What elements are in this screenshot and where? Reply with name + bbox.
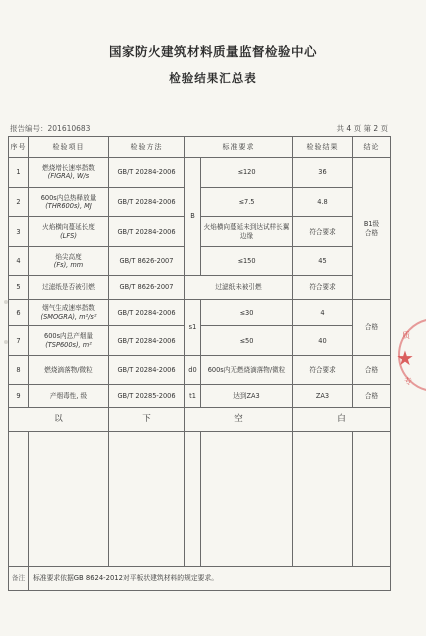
row-item: 焰尖高度 (Fs), mm — [29, 247, 109, 276]
row-method: GB/T 8626-2007 — [109, 247, 185, 276]
row-requirement: 火焰横向蔓延未到达试样长翼边缘 — [201, 217, 293, 247]
row-result: 40 — [293, 326, 353, 356]
empty-row — [9, 432, 391, 566]
row-method: GB/T 20284-2006 — [109, 158, 185, 188]
row-no: 7 — [9, 326, 29, 356]
grade-s1: s1 — [185, 299, 201, 355]
row-method: GB/T 20284-2006 — [109, 299, 185, 325]
report-number: 报告编号：201610683 — [10, 124, 91, 133]
note-row — [9, 566, 391, 590]
document-title: 国家防火建筑材料质量监督检验中心 — [108, 44, 317, 59]
seal-star-icon: ★ — [396, 346, 414, 370]
row-method: GB/T 20285-2006 — [109, 384, 185, 407]
row-no: 5 — [9, 275, 29, 299]
conclusion-d0: 合格 — [353, 356, 391, 385]
row-method: GB/T 20284-2006 — [109, 356, 185, 385]
col-header-conclusion: 结论 — [353, 137, 391, 158]
col-header-result: 检验结果 — [293, 137, 353, 158]
row-result: ZA3 — [293, 384, 353, 407]
row-item: 烟气生成速率指数 (SMOGRA), m²/s² — [29, 299, 109, 325]
page-info: 共 4 页 第 2 页 — [336, 124, 388, 133]
table-row — [9, 384, 391, 407]
table-header-row — [9, 137, 391, 158]
table-row — [9, 299, 391, 325]
row-requirement: 600s内无燃烧滴落物/微粒 — [201, 356, 293, 385]
row-result: 45 — [293, 247, 353, 276]
grade-b: B — [185, 158, 201, 275]
row-result: 符合要求 — [293, 356, 353, 385]
row-result: 36 — [293, 158, 353, 188]
row-requirement: ≤120 — [201, 158, 293, 188]
table-row — [9, 356, 391, 385]
row-result: 4 — [293, 299, 353, 325]
row-requirement: ≤150 — [201, 247, 293, 276]
blank-marker: 白 — [293, 407, 391, 431]
row-item: 600s内总热释放量 (THR600s), MJ — [29, 187, 109, 217]
conclusion-s1: 合格 — [353, 299, 391, 355]
grade-t1: t1 — [185, 384, 201, 407]
row-item: 产烟毒性, 级 — [29, 384, 109, 407]
row-result: 符合要求 — [293, 217, 353, 247]
table-row — [9, 158, 391, 188]
seal-text: 专 — [404, 377, 412, 386]
col-header-requirement: 标准要求 — [185, 137, 293, 158]
row-no: 8 — [9, 356, 29, 385]
row-requirement: 过滤纸未被引燃 — [185, 275, 293, 299]
row-item: 燃烧滴落物/微粒 — [29, 356, 109, 385]
seal-text: 质 — [402, 331, 410, 340]
row-no: 2 — [9, 187, 29, 217]
blank-marker: 空 — [185, 407, 293, 431]
row-requirement: ≤50 — [201, 326, 293, 356]
row-item: 过滤纸是否被引燃 — [29, 275, 109, 299]
blank-marker: 下 — [109, 407, 185, 431]
row-method: GB/T 20284-2006 — [109, 217, 185, 247]
col-header-method: 检验方法 — [109, 137, 185, 158]
row-no: 9 — [9, 384, 29, 407]
results-table — [8, 136, 391, 591]
note-text: 标准要求依据GB 8624-2012对平板状建筑材料的规定要求。 — [29, 566, 391, 590]
row-no: 4 — [9, 247, 29, 276]
row-requirement: ≤7.5 — [201, 187, 293, 217]
row-no: 1 — [9, 158, 29, 188]
row-item: 火焰横向蔓延长度 (LFS) — [29, 217, 109, 247]
blank-marker-row — [9, 407, 391, 431]
row-item: 燃烧增长速率指数 (FIGRA), W/s — [29, 158, 109, 188]
row-no: 3 — [9, 217, 29, 247]
row-no: 6 — [9, 299, 29, 325]
note-label: 备注 — [9, 566, 29, 590]
col-header-no: 序号 — [9, 137, 29, 158]
row-item: 600s内总产烟量 (TSP600s), m² — [29, 326, 109, 356]
col-header-item: 检验项目 — [29, 137, 109, 158]
blank-marker: 以 — [9, 407, 109, 431]
row-result: 符合要求 — [293, 275, 353, 299]
conclusion-t1: 合格 — [353, 384, 391, 407]
row-requirement: ≤30 — [201, 299, 293, 325]
row-requirement: 达到ZA3 — [201, 384, 293, 407]
row-method: GB/T 20284-2006 — [109, 326, 185, 356]
row-result: 4.8 — [293, 187, 353, 217]
document-subtitle: 检验结果汇总表 — [169, 71, 257, 85]
grade-d0: d0 — [185, 356, 201, 385]
row-method: GB/T 20284-2006 — [109, 187, 185, 217]
official-seal — [392, 318, 426, 396]
row-method: GB/T 8626-2007 — [109, 275, 185, 299]
table-row — [9, 275, 391, 299]
conclusion-b1: B1级 合格 — [353, 158, 391, 300]
